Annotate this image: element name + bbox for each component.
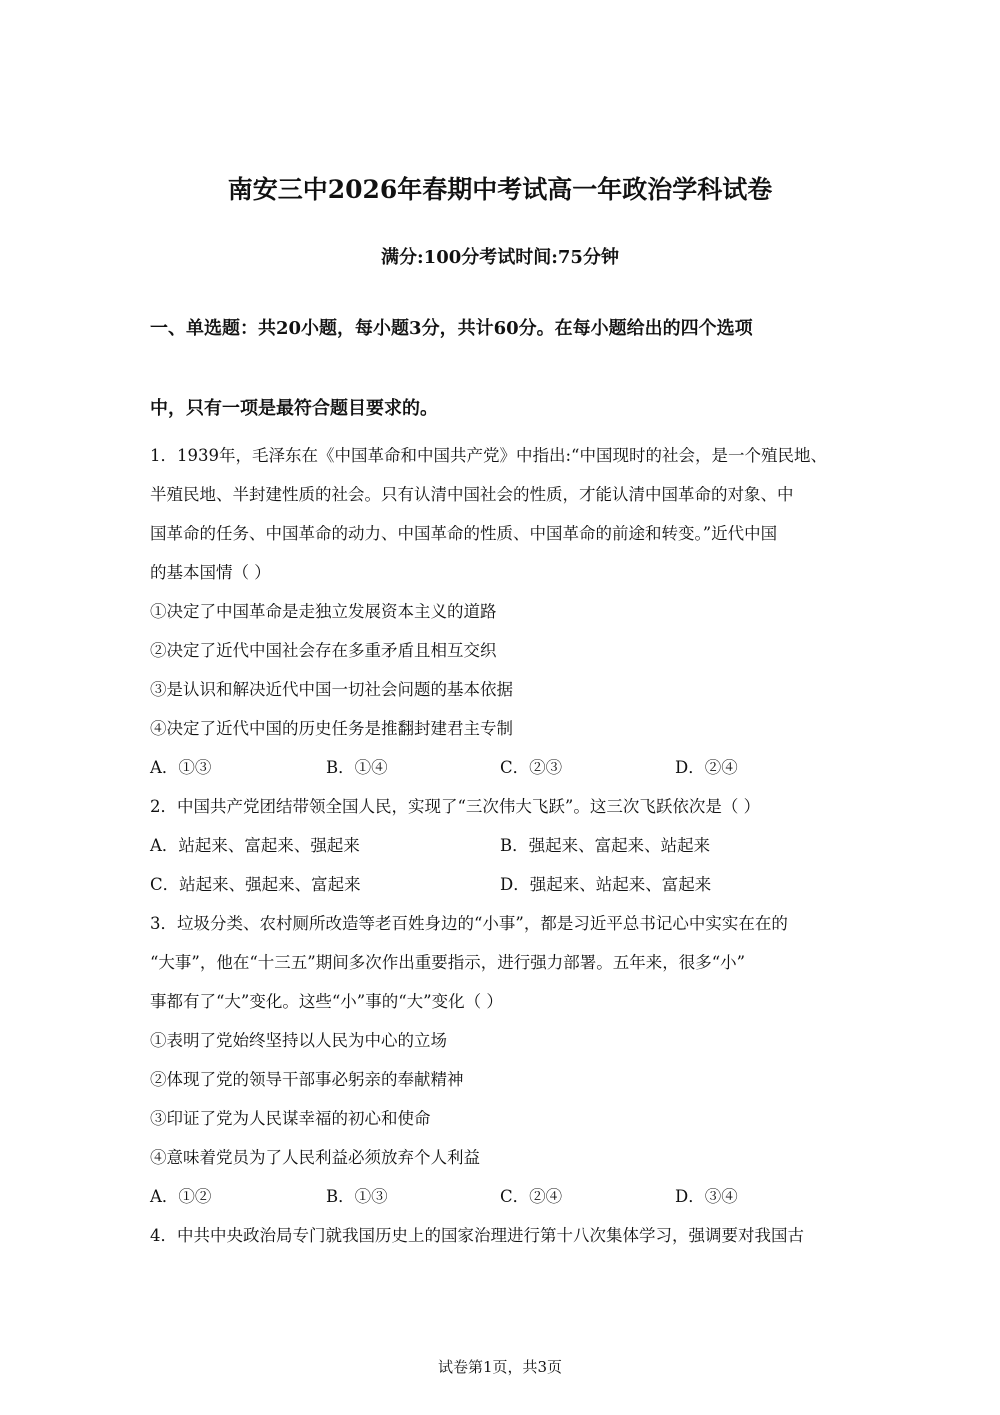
q2-option-d: D．强起来、站起来、富起来 xyxy=(500,875,712,894)
q3-option-b: B．①③ xyxy=(326,1187,388,1206)
q3-item: ①表明了党始终坚持以人民为中心的立场 xyxy=(150,1031,447,1050)
q1-item: ④决定了近代中国的历史任务是推翻封建君主专制 xyxy=(150,719,513,738)
q2-stem: 2．中国共产党团结带领全国人民，实现了“三次伟大飞跃”。这三次飞跃依次是（ ） xyxy=(150,797,761,816)
q3-stem-line: 3．垃圾分类、农村厕所改造等老百姓身边的“小事”，都是习近平总书记心中实实在在的 xyxy=(150,914,788,933)
q2-option-c: C．站起来、强起来、富起来 xyxy=(150,875,361,894)
page-footer: 试卷第1页，共3页 xyxy=(437,1358,563,1376)
q4-stem: 4．中共中央政治局专门就我国历史上的国家治理进行第十八次集体学习，强调要对我国古 xyxy=(150,1226,804,1245)
q1-option-b: B．①④ xyxy=(326,758,388,777)
q1-stem-line: 的基本国情（ ） xyxy=(150,563,271,582)
q1-option-c: C．②③ xyxy=(500,758,563,777)
section-heading-line-2: 中，只有一项是最符合题目要求的。 xyxy=(150,398,438,419)
q1-option-d: D．②④ xyxy=(675,758,738,777)
q3-option-a: A．①② xyxy=(150,1187,212,1206)
q3-option-d: D．③④ xyxy=(675,1187,738,1206)
exam-title: 南安三中2026年春期中考试高一年政治学科试卷 xyxy=(227,175,773,204)
q3-item: ②体现了党的领导干部事必躬亲的奉献精神 xyxy=(150,1070,464,1089)
q1-option-a: A．①③ xyxy=(150,758,212,777)
q1-stem-line: 半殖民地、半封建性质的社会。只有认清中国社会的性质，才能认清中国革命的对象、中 xyxy=(150,485,794,504)
q3-stem-line: “大事”，他在“十三五”期间多次作出重要指示，进行强力部署。五年来，很多“小” xyxy=(150,953,746,972)
exam-subtitle: 满分:100分考试时间:75分钟 xyxy=(381,247,619,268)
q1-item: ②决定了近代中国社会存在多重矛盾且相互交织 xyxy=(150,641,497,660)
q2-option-b: B．强起来、富起来、站起来 xyxy=(500,836,711,855)
q1-stem-line: 国革命的任务、中国革命的动力、中国革命的性质、中国革命的前途和转变。”近代中国 xyxy=(150,524,778,543)
section-heading-line-1: 一、单选题：共20小题，每小题3分，共计60分。在每小题给出的四个选项 xyxy=(150,318,753,339)
q3-item: ④意味着党员为了人民利益必须放弃个人利益 xyxy=(150,1148,480,1167)
q1-item: ③是认识和解决近代中国一切社会问题的基本依据 xyxy=(150,680,513,699)
q2-option-a: A．站起来、富起来、强起来 xyxy=(150,836,360,855)
q1-stem-line: 1．1939年，毛泽东在《中国革命和中国共产党》中指出:“中国现时的社会，是一个殖民地、 xyxy=(150,446,827,465)
q3-stem-line: 事都有了“大”变化。这些“小”事的“大”变化（ ） xyxy=(150,992,503,1011)
q1-item: ①决定了中国革命是走独立发展资本主义的道路 xyxy=(150,602,497,621)
q3-option-c: C．②④ xyxy=(500,1187,563,1206)
q3-item: ③印证了党为人民谋幸福的初心和使命 xyxy=(150,1109,431,1128)
